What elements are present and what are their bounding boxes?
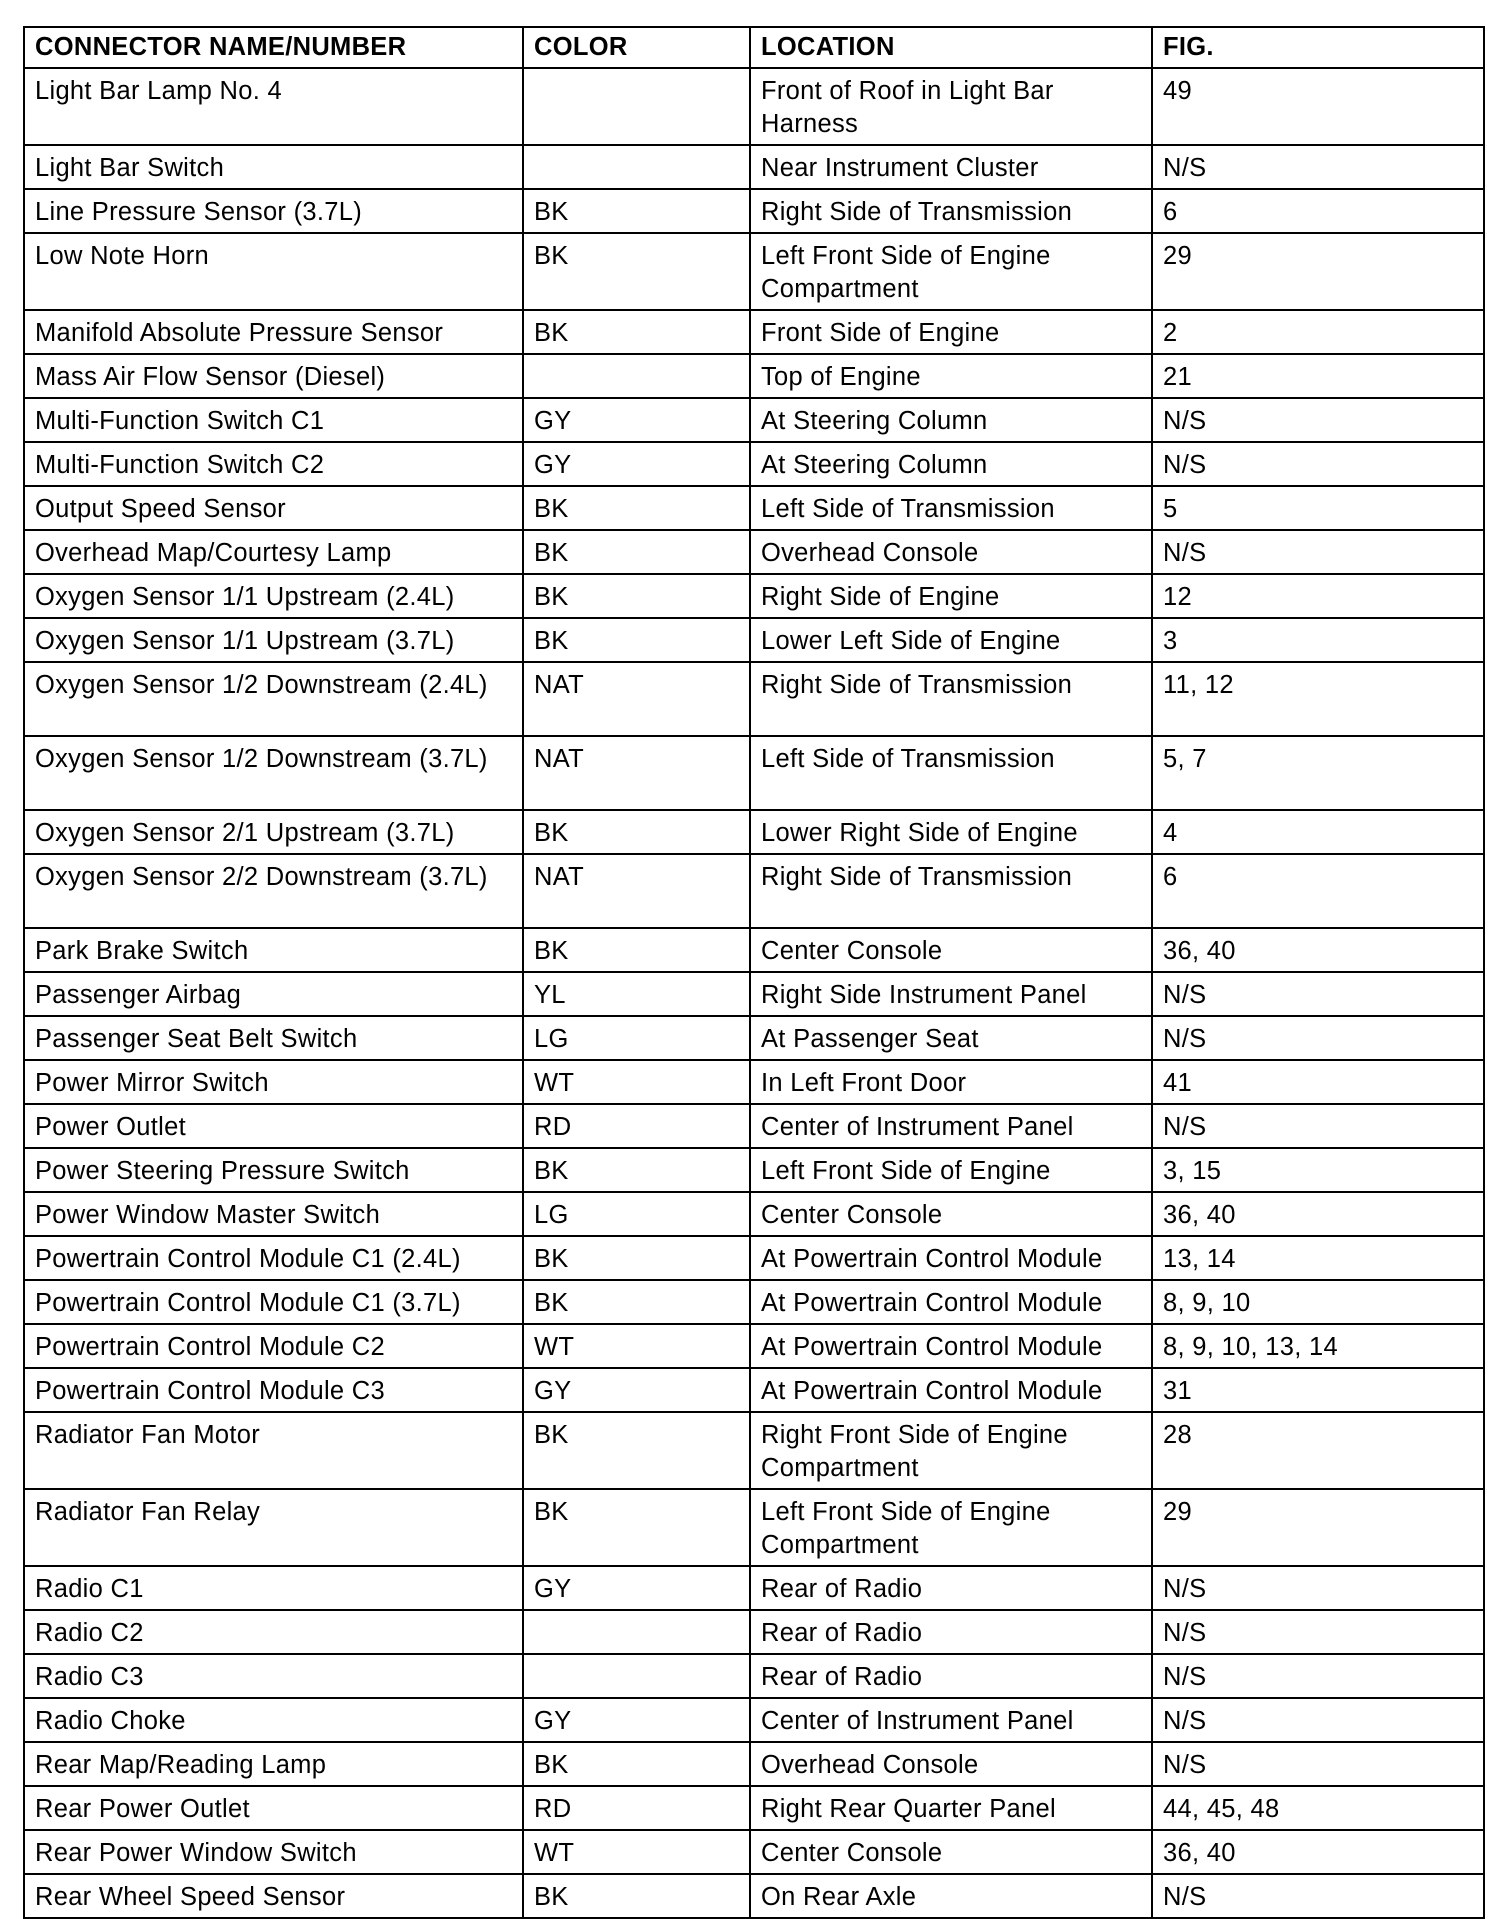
cell-fig: 3: [1152, 618, 1484, 662]
cell-connector-name: Powertrain Control Module C1 (2.4L): [24, 1236, 523, 1280]
cell-connector-name: Light Bar Switch: [24, 145, 523, 189]
cell-connector-name: Manifold Absolute Pressure Sensor: [24, 310, 523, 354]
cell-fig: N/S: [1152, 1610, 1484, 1654]
table-row: [24, 1280, 1484, 1324]
connector-table: [23, 26, 1485, 1919]
cell-location: Right Side of Transmission: [750, 662, 1152, 736]
cell-fig: N/S: [1152, 972, 1484, 1016]
cell-location: Rear of Radio: [750, 1566, 1152, 1610]
cell-color: RD: [523, 1786, 750, 1830]
table-row: [24, 398, 1484, 442]
cell-color: LG: [523, 1192, 750, 1236]
table-row: [24, 530, 1484, 574]
cell-connector-name: Low Note Horn: [24, 233, 523, 310]
table-row: [24, 1654, 1484, 1698]
table-row: [24, 1742, 1484, 1786]
cell-connector-name: Radio C3: [24, 1654, 523, 1698]
table-row: [24, 1368, 1484, 1412]
cell-fig: N/S: [1152, 398, 1484, 442]
cell-location: At Passenger Seat: [750, 1016, 1152, 1060]
cell-fig: 36, 40: [1152, 928, 1484, 972]
cell-fig: N/S: [1152, 1698, 1484, 1742]
cell-fig: 6: [1152, 189, 1484, 233]
cell-fig: N/S: [1152, 530, 1484, 574]
cell-location: Near Instrument Cluster: [750, 145, 1152, 189]
header-color: COLOR: [523, 27, 750, 68]
cell-connector-name: Radiator Fan Motor: [24, 1412, 523, 1489]
cell-color: BK: [523, 618, 750, 662]
cell-location: Center of Instrument Panel: [750, 1104, 1152, 1148]
cell-fig: N/S: [1152, 1874, 1484, 1918]
cell-color: GY: [523, 398, 750, 442]
cell-color: BK: [523, 1742, 750, 1786]
cell-fig: 5, 7: [1152, 736, 1484, 810]
table-row: [24, 1060, 1484, 1104]
cell-fig: 28: [1152, 1412, 1484, 1489]
cell-location: Right Side of Transmission: [750, 189, 1152, 233]
cell-color: GY: [523, 1698, 750, 1742]
cell-color: LG: [523, 1016, 750, 1060]
cell-location: Right Rear Quarter Panel: [750, 1786, 1152, 1830]
cell-connector-name: Park Brake Switch: [24, 928, 523, 972]
table-row: [24, 810, 1484, 854]
cell-connector-name: Passenger Airbag: [24, 972, 523, 1016]
cell-location: Left Side of Transmission: [750, 486, 1152, 530]
cell-color: BK: [523, 1412, 750, 1489]
cell-fig: N/S: [1152, 1016, 1484, 1060]
table-row: [24, 1566, 1484, 1610]
cell-location: Right Side Instrument Panel: [750, 972, 1152, 1016]
cell-color: BK: [523, 928, 750, 972]
cell-connector-name: Powertrain Control Module C2: [24, 1324, 523, 1368]
cell-location: Center Console: [750, 1830, 1152, 1874]
cell-location: Left Side of Transmission: [750, 736, 1152, 810]
cell-connector-name: Oxygen Sensor 1/2 Downstream (2.4L): [24, 662, 523, 736]
cell-color: NAT: [523, 662, 750, 736]
cell-connector-name: Rear Power Outlet: [24, 1786, 523, 1830]
cell-color: GY: [523, 1566, 750, 1610]
cell-location: Center Console: [750, 1192, 1152, 1236]
cell-connector-name: Oxygen Sensor 2/2 Downstream (3.7L): [24, 854, 523, 928]
cell-color: WT: [523, 1324, 750, 1368]
cell-location: Center of Instrument Panel: [750, 1698, 1152, 1742]
cell-location: Overhead Console: [750, 1742, 1152, 1786]
cell-color: BK: [523, 1874, 750, 1918]
cell-location: At Powertrain Control Module: [750, 1324, 1152, 1368]
cell-connector-name: Powertrain Control Module C3: [24, 1368, 523, 1412]
cell-fig: 5: [1152, 486, 1484, 530]
table-row: [24, 442, 1484, 486]
cell-location: Top of Engine: [750, 354, 1152, 398]
table-row: [24, 1236, 1484, 1280]
table-row: [24, 1016, 1484, 1060]
cell-location: At Powertrain Control Module: [750, 1368, 1152, 1412]
table-row: [24, 1874, 1484, 1918]
cell-color: [523, 1610, 750, 1654]
header-connector-name: CONNECTOR NAME/NUMBER: [24, 27, 523, 68]
cell-fig: 29: [1152, 233, 1484, 310]
cell-connector-name: Rear Power Window Switch: [24, 1830, 523, 1874]
table-row: [24, 1412, 1484, 1489]
table-body: [24, 68, 1484, 1918]
cell-location: Right Side of Transmission: [750, 854, 1152, 928]
cell-location: At Steering Column: [750, 398, 1152, 442]
cell-color: BK: [523, 310, 750, 354]
table-row: [24, 189, 1484, 233]
header-location: LOCATION: [750, 27, 1152, 68]
cell-location: Right Side of Engine: [750, 574, 1152, 618]
cell-location: Front Side of Engine: [750, 310, 1152, 354]
table-row: [24, 618, 1484, 662]
cell-color: [523, 1654, 750, 1698]
cell-color: BK: [523, 486, 750, 530]
cell-color: NAT: [523, 736, 750, 810]
cell-connector-name: Multi-Function Switch C1: [24, 398, 523, 442]
cell-fig: 6: [1152, 854, 1484, 928]
cell-location: In Left Front Door: [750, 1060, 1152, 1104]
cell-color: [523, 354, 750, 398]
table-row: [24, 1489, 1484, 1566]
cell-color: BK: [523, 233, 750, 310]
cell-connector-name: Oxygen Sensor 1/2 Downstream (3.7L): [24, 736, 523, 810]
cell-color: BK: [523, 1148, 750, 1192]
cell-color: YL: [523, 972, 750, 1016]
cell-color: BK: [523, 1489, 750, 1566]
cell-fig: N/S: [1152, 1742, 1484, 1786]
table-row: [24, 736, 1484, 810]
cell-fig: 8, 9, 10: [1152, 1280, 1484, 1324]
cell-color: [523, 68, 750, 145]
cell-fig: 36, 40: [1152, 1830, 1484, 1874]
cell-connector-name: Light Bar Lamp No. 4: [24, 68, 523, 145]
cell-fig: N/S: [1152, 145, 1484, 189]
cell-location: Rear of Radio: [750, 1610, 1152, 1654]
cell-color: [523, 145, 750, 189]
table-row: [24, 928, 1484, 972]
cell-location: Center Console: [750, 928, 1152, 972]
table-row: [24, 854, 1484, 928]
cell-connector-name: Oxygen Sensor 2/1 Upstream (3.7L): [24, 810, 523, 854]
cell-fig: 4: [1152, 810, 1484, 854]
table-row: [24, 1786, 1484, 1830]
cell-location: Front of Roof in Light Bar Harness: [750, 68, 1152, 145]
cell-color: NAT: [523, 854, 750, 928]
cell-fig: 31: [1152, 1368, 1484, 1412]
table-row: [24, 662, 1484, 736]
cell-connector-name: Power Window Master Switch: [24, 1192, 523, 1236]
cell-color: BK: [523, 1236, 750, 1280]
cell-location: Left Front Side of Engine Compartment: [750, 233, 1152, 310]
cell-location: Rear of Radio: [750, 1654, 1152, 1698]
table-row: [24, 310, 1484, 354]
cell-connector-name: Radio Choke: [24, 1698, 523, 1742]
cell-location: At Powertrain Control Module: [750, 1236, 1152, 1280]
cell-connector-name: Rear Wheel Speed Sensor: [24, 1874, 523, 1918]
cell-location: At Powertrain Control Module: [750, 1280, 1152, 1324]
table-row: [24, 574, 1484, 618]
header-fig: FIG.: [1152, 27, 1484, 68]
cell-fig: 3, 15: [1152, 1148, 1484, 1192]
cell-color: BK: [523, 810, 750, 854]
cell-color: BK: [523, 1280, 750, 1324]
table-row: [24, 68, 1484, 145]
cell-fig: 36, 40: [1152, 1192, 1484, 1236]
cell-location: At Steering Column: [750, 442, 1152, 486]
table-header-row: [24, 27, 1484, 68]
table-row: [24, 1104, 1484, 1148]
cell-location: Overhead Console: [750, 530, 1152, 574]
cell-color: BK: [523, 530, 750, 574]
table-row: [24, 1830, 1484, 1874]
cell-connector-name: Overhead Map/Courtesy Lamp: [24, 530, 523, 574]
cell-connector-name: Oxygen Sensor 1/1 Upstream (2.4L): [24, 574, 523, 618]
cell-connector-name: Power Steering Pressure Switch: [24, 1148, 523, 1192]
cell-color: GY: [523, 1368, 750, 1412]
table-row: [24, 486, 1484, 530]
cell-color: BK: [523, 574, 750, 618]
cell-fig: 8, 9, 10, 13, 14: [1152, 1324, 1484, 1368]
table-row: [24, 145, 1484, 189]
cell-fig: N/S: [1152, 1566, 1484, 1610]
cell-fig: 11, 12: [1152, 662, 1484, 736]
table-row: [24, 1698, 1484, 1742]
cell-connector-name: Power Outlet: [24, 1104, 523, 1148]
cell-connector-name: Multi-Function Switch C2: [24, 442, 523, 486]
cell-location: On Rear Axle: [750, 1874, 1152, 1918]
cell-fig: 29: [1152, 1489, 1484, 1566]
cell-location: Lower Left Side of Engine: [750, 618, 1152, 662]
cell-fig: N/S: [1152, 442, 1484, 486]
cell-fig: 12: [1152, 574, 1484, 618]
cell-location: Left Front Side of Engine Compartment: [750, 1489, 1152, 1566]
cell-connector-name: Oxygen Sensor 1/1 Upstream (3.7L): [24, 618, 523, 662]
cell-connector-name: Rear Map/Reading Lamp: [24, 1742, 523, 1786]
table-row: [24, 233, 1484, 310]
cell-color: WT: [523, 1830, 750, 1874]
cell-color: GY: [523, 442, 750, 486]
cell-fig: N/S: [1152, 1654, 1484, 1698]
cell-connector-name: Radiator Fan Relay: [24, 1489, 523, 1566]
cell-fig: 2: [1152, 310, 1484, 354]
cell-fig: 44, 45, 48: [1152, 1786, 1484, 1830]
cell-location: Right Front Side of Engine Compartment: [750, 1412, 1152, 1489]
cell-fig: 21: [1152, 354, 1484, 398]
table-row: [24, 1610, 1484, 1654]
table-row: [24, 1324, 1484, 1368]
cell-connector-name: Mass Air Flow Sensor (Diesel): [24, 354, 523, 398]
table-row: [24, 1192, 1484, 1236]
cell-fig: 41: [1152, 1060, 1484, 1104]
cell-fig: 13, 14: [1152, 1236, 1484, 1280]
cell-color: BK: [523, 189, 750, 233]
cell-connector-name: Radio C1: [24, 1566, 523, 1610]
cell-color: WT: [523, 1060, 750, 1104]
cell-location: Lower Right Side of Engine: [750, 810, 1152, 854]
cell-fig: N/S: [1152, 1104, 1484, 1148]
table-row: [24, 1148, 1484, 1192]
cell-fig: 49: [1152, 68, 1484, 145]
cell-location: Left Front Side of Engine: [750, 1148, 1152, 1192]
table-row: [24, 354, 1484, 398]
table-row: [24, 972, 1484, 1016]
cell-color: RD: [523, 1104, 750, 1148]
cell-connector-name: Passenger Seat Belt Switch: [24, 1016, 523, 1060]
cell-connector-name: Radio C2: [24, 1610, 523, 1654]
cell-connector-name: Output Speed Sensor: [24, 486, 523, 530]
cell-connector-name: Line Pressure Sensor (3.7L): [24, 189, 523, 233]
cell-connector-name: Powertrain Control Module C1 (3.7L): [24, 1280, 523, 1324]
cell-connector-name: Power Mirror Switch: [24, 1060, 523, 1104]
